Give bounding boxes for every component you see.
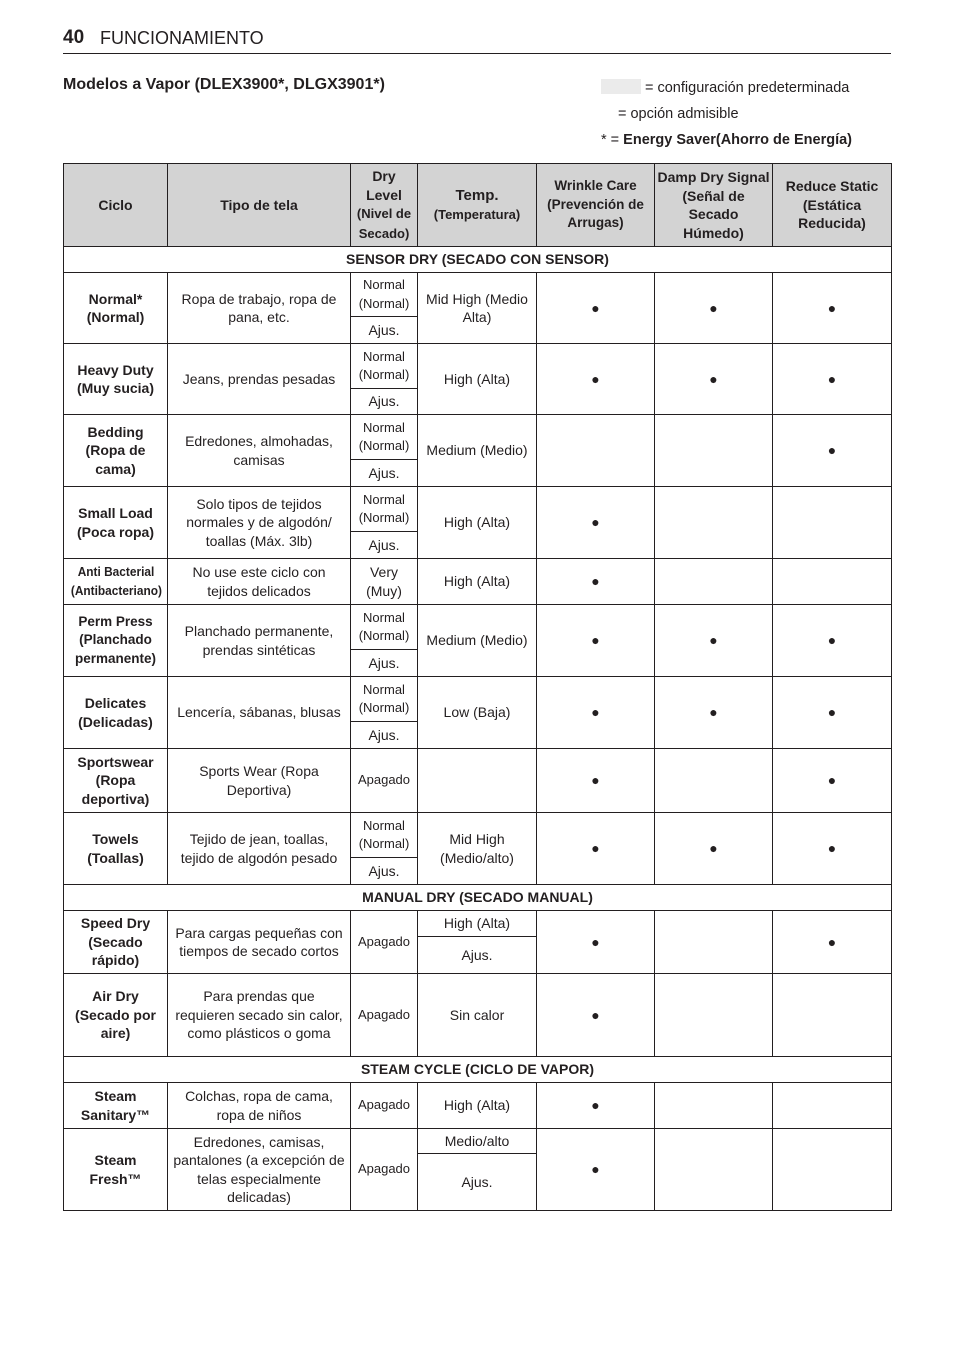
damp-empty bbox=[655, 749, 773, 813]
dry-level-adjust: Ajus. bbox=[351, 317, 418, 344]
default-swatch bbox=[601, 79, 641, 94]
fabric-type: Edredones, almohadas, camisas bbox=[168, 415, 351, 487]
section-row-sensor bbox=[64, 247, 892, 273]
table-row bbox=[64, 344, 892, 389]
temp: High (Alta) bbox=[418, 487, 537, 559]
col-dry-level-sub: (Nivel de Secado) bbox=[356, 206, 412, 241]
static-empty bbox=[773, 1083, 892, 1129]
fabric-type: Lencería, sábanas, blusas bbox=[168, 677, 351, 749]
dry-level-adjust: Ajus. bbox=[351, 858, 418, 885]
legend-default-text: = configuración predeterminada bbox=[645, 80, 850, 96]
section-label: STEAM CYCLE (CICLO DE VAPOR) bbox=[64, 1057, 892, 1083]
temp: Medium (Medio) bbox=[418, 605, 537, 677]
cycle-name: Bedding (Ropa de cama) bbox=[64, 415, 168, 487]
cycle-name: Steam Sanitary™ bbox=[64, 1083, 168, 1129]
damp-dot: ● bbox=[655, 813, 773, 885]
static-dot: ● bbox=[773, 677, 892, 749]
damp-dot: ● bbox=[655, 605, 773, 677]
temp-adjust: Ajus. bbox=[418, 937, 537, 974]
cycle-name: Delicates (Delicadas) bbox=[64, 677, 168, 749]
damp-empty bbox=[655, 911, 773, 974]
section-title: FUNCIONAMIENTO bbox=[100, 28, 264, 48]
col-temp bbox=[418, 164, 537, 247]
cycle-name: Perm Press (Planchado permanente) bbox=[64, 605, 168, 677]
wrinkle-dot: ● bbox=[537, 487, 655, 559]
damp-empty bbox=[655, 415, 773, 487]
dry-level: Very (Muy) bbox=[351, 559, 418, 605]
dry-level-adjust: Ajus. bbox=[351, 722, 418, 749]
damp-dot: ● bbox=[655, 273, 773, 344]
cycle-table bbox=[63, 163, 892, 1211]
dry-level: Apagado bbox=[351, 749, 418, 813]
dry-level-adjust: Ajus. bbox=[351, 532, 418, 559]
table-header-row bbox=[64, 164, 892, 247]
col-temp-label: Temp. bbox=[455, 186, 499, 204]
fabric-type: Sports Wear (Ropa Deportiva) bbox=[168, 749, 351, 813]
table-row bbox=[64, 749, 892, 813]
temp: High (Alta) bbox=[418, 911, 537, 937]
section-label: SENSOR DRY (SECADO CON SENSOR) bbox=[64, 247, 892, 273]
fabric-type: Edredones, camisas, pantalones (a excepción de telas especialmente delicadas) bbox=[168, 1129, 351, 1211]
damp-dot: ● bbox=[655, 677, 773, 749]
legend-allowed-text: = opción admisible bbox=[618, 106, 739, 122]
dry-level: Normal (Normal) bbox=[351, 415, 418, 460]
temp-adjust: Ajus. bbox=[418, 1154, 537, 1211]
fabric-type: Ropa de trabajo, ropa de pana, etc. bbox=[168, 273, 351, 344]
dry-level: Normal (Normal) bbox=[351, 487, 418, 532]
page-header bbox=[63, 26, 891, 54]
section-label: MANUAL DRY (SECADO MANUAL) bbox=[64, 885, 892, 911]
temp: Sin calor bbox=[418, 974, 537, 1057]
damp-empty bbox=[655, 1129, 773, 1211]
dry-level: Apagado bbox=[351, 974, 418, 1057]
temp: Mid High (Medio/alto) bbox=[418, 813, 537, 885]
col-dry-level bbox=[351, 164, 418, 247]
temp: Medio/alto bbox=[418, 1129, 537, 1154]
static-empty bbox=[773, 974, 892, 1057]
static-dot: ● bbox=[773, 273, 892, 344]
dry-level: Normal (Normal) bbox=[351, 273, 418, 317]
cycle-name: Normal* (Normal) bbox=[64, 273, 168, 344]
wrinkle-dot: ● bbox=[537, 273, 655, 344]
dry-level: Normal (Normal) bbox=[351, 605, 418, 650]
table-row bbox=[64, 1083, 892, 1129]
col-damp-dry: Damp Dry Signal (Señal de Secado Húmedo) bbox=[655, 164, 773, 247]
table-row bbox=[64, 605, 892, 650]
static-dot: ● bbox=[773, 415, 892, 487]
temp: High (Alta) bbox=[418, 559, 537, 605]
table-row bbox=[64, 911, 892, 937]
models-title: Modelos a Vapor (DLEX3900*, DLGX3901*) bbox=[63, 76, 385, 93]
col-reduce-static: Reduce Static (Estática Reducida) bbox=[773, 164, 892, 247]
wrinkle-dot: ● bbox=[537, 749, 655, 813]
page-number: 40 bbox=[63, 27, 85, 48]
legend-allowed bbox=[618, 106, 739, 122]
table-row bbox=[64, 559, 892, 605]
static-empty bbox=[773, 1129, 892, 1211]
table-row bbox=[64, 677, 892, 722]
static-dot: ● bbox=[773, 813, 892, 885]
dry-level: Normal (Normal) bbox=[351, 677, 418, 722]
col-wrinkle-care: Wrinkle Care (Prevención de Arrugas) bbox=[537, 164, 655, 247]
legend-default bbox=[601, 79, 849, 96]
temp: Low (Baja) bbox=[418, 677, 537, 749]
fabric-type: Planchado permanente, prendas sintéticas bbox=[168, 605, 351, 677]
static-dot: ● bbox=[773, 749, 892, 813]
section-row-manual bbox=[64, 885, 892, 911]
damp-empty bbox=[655, 559, 773, 605]
dry-level: Apagado bbox=[351, 911, 418, 974]
col-temp-sub: (Temperatura) bbox=[433, 207, 521, 222]
dry-level-adjust: Ajus. bbox=[351, 389, 418, 415]
cycle-name: Towels (Toallas) bbox=[64, 813, 168, 885]
col-dry-level-label: Dry Level bbox=[366, 168, 402, 203]
fabric-type: Jeans, prendas pesadas bbox=[168, 344, 351, 415]
table-row bbox=[64, 1129, 892, 1154]
section-row-steam bbox=[64, 1057, 892, 1083]
static-dot: ● bbox=[773, 344, 892, 415]
cycle-name: Sportswear (Ropa deportiva) bbox=[64, 749, 168, 813]
cycle-name: Speed Dry (Secado rápido) bbox=[64, 911, 168, 974]
dry-level: Normal (Normal) bbox=[351, 344, 418, 389]
static-dot: ● bbox=[773, 911, 892, 974]
legend-energy-saver bbox=[601, 132, 852, 148]
table-row bbox=[64, 273, 892, 317]
cycle-name: Steam Fresh™ bbox=[64, 1129, 168, 1211]
fabric-type: No use este ciclo con tejidos delicados bbox=[168, 559, 351, 605]
legend-star-text: Energy Saver(Ahorro de Energía) bbox=[623, 132, 853, 148]
static-empty bbox=[773, 559, 892, 605]
temp: High (Alta) bbox=[418, 344, 537, 415]
damp-empty bbox=[655, 974, 773, 1057]
table-row bbox=[64, 813, 892, 858]
cycle-name: Small Load (Poca ropa) bbox=[64, 487, 168, 559]
wrinkle-dot: ● bbox=[537, 974, 655, 1057]
dry-level-adjust: Ajus. bbox=[351, 650, 418, 677]
temp: High (Alta) bbox=[418, 1083, 537, 1129]
wrinkle-dot: ● bbox=[537, 605, 655, 677]
fabric-type: Colchas, ropa de cama, ropa de niños bbox=[168, 1083, 351, 1129]
legend-star-prefix: * = bbox=[601, 132, 620, 148]
dry-level: Apagado bbox=[351, 1129, 418, 1211]
temp-empty bbox=[418, 749, 537, 813]
wrinkle-empty bbox=[537, 415, 655, 487]
col-cycle: Ciclo bbox=[64, 164, 168, 247]
fabric-type: Para prendas que requieren secado sin calor, como plásticos o goma bbox=[168, 974, 351, 1057]
fabric-type: Para cargas pequeñas con tiempos de secado cortos bbox=[168, 911, 351, 974]
damp-empty bbox=[655, 1083, 773, 1129]
wrinkle-dot: ● bbox=[537, 1083, 655, 1129]
table-row bbox=[64, 974, 892, 1057]
wrinkle-dot: ● bbox=[537, 911, 655, 974]
wrinkle-dot: ● bbox=[537, 344, 655, 415]
col-fabric: Tipo de tela bbox=[168, 164, 351, 247]
table-row bbox=[64, 415, 892, 460]
static-empty bbox=[773, 487, 892, 559]
wrinkle-dot: ● bbox=[537, 677, 655, 749]
wrinkle-dot: ● bbox=[537, 813, 655, 885]
dry-level: Normal (Normal) bbox=[351, 813, 418, 858]
dry-level-adjust: Ajus. bbox=[351, 460, 418, 487]
cycle-name: Heavy Duty (Muy sucia) bbox=[64, 344, 168, 415]
cycle-name: Air Dry (Secado por aire) bbox=[64, 974, 168, 1057]
temp: Medium (Medio) bbox=[418, 415, 537, 487]
static-dot: ● bbox=[773, 605, 892, 677]
cycle-name: Anti Bacterial (Antibacteriano) bbox=[66, 559, 165, 605]
fabric-type: Tejido de jean, toallas, tejido de algodón pesado bbox=[168, 813, 351, 885]
wrinkle-dot: ● bbox=[537, 1129, 655, 1211]
dry-level: Apagado bbox=[351, 1083, 418, 1129]
damp-dot: ● bbox=[655, 344, 773, 415]
temp: Mid High (Medio Alta) bbox=[418, 273, 537, 344]
fabric-type: Solo tipos de tejidos normales y de algodón/ toallas (Máx. 3lb) bbox=[168, 487, 351, 559]
wrinkle-dot: ● bbox=[537, 559, 655, 605]
damp-empty bbox=[655, 487, 773, 559]
table-row bbox=[64, 487, 892, 532]
